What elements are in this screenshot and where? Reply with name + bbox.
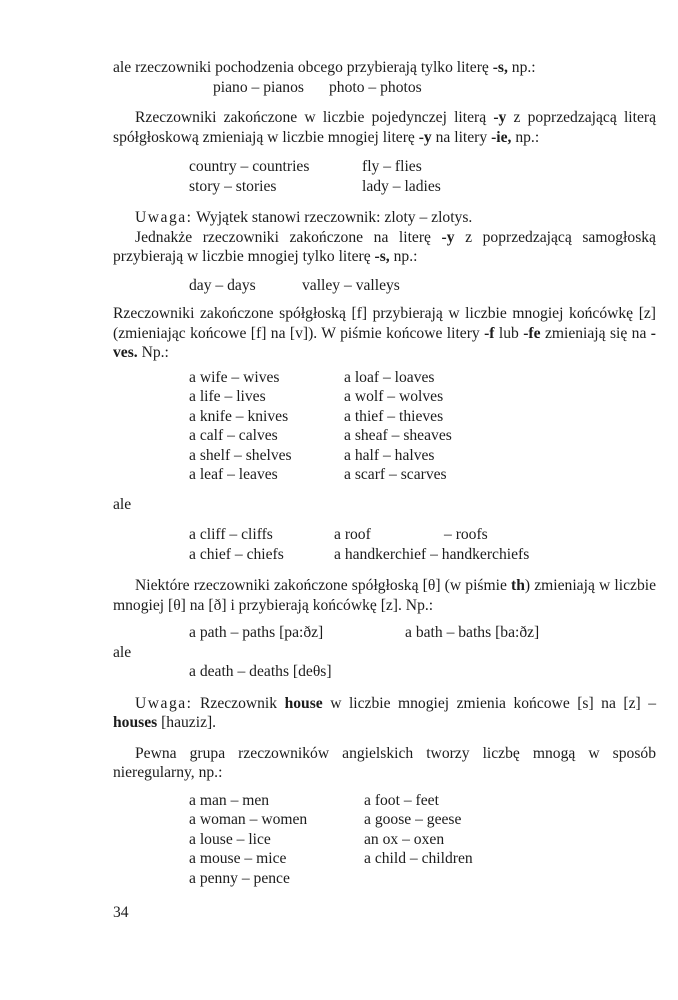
example-item: a woman – women	[189, 811, 308, 828]
example-item: a bath – baths [ba:ðz]	[405, 624, 540, 641]
example-row	[189, 78, 656, 98]
example-item: a goose – geese	[364, 811, 462, 828]
paragraph-vowel-y: Jednakże rzeczowniki zakończone na literę -y z poprzedzającą samogłoską przybierają w liczbie mnogiej tylko literę -s, np.:	[113, 228, 656, 265]
example-row	[189, 849, 656, 869]
example-item: a man – men	[189, 791, 270, 809]
example-item: – roofs	[444, 526, 488, 543]
example-item: a foot – feet	[364, 791, 439, 809]
example-list	[189, 623, 656, 643]
example-item: a shelf – shelves	[189, 446, 292, 464]
example-row	[189, 276, 656, 296]
example-item: photo – photos	[329, 78, 422, 96]
example-item: a handkerchief – handkerchiefs	[334, 545, 530, 563]
example-row	[189, 157, 656, 177]
example-row	[189, 368, 656, 388]
example-item: a death – deaths [deθs]	[189, 663, 332, 680]
example-list	[189, 525, 656, 564]
example-row	[189, 869, 656, 889]
note-exception: Uwaga: Wyjątek stanowi rzeczownik: zloty – zlotys.	[135, 209, 473, 226]
example-item: valley – valleys	[302, 276, 400, 294]
example-item: a penny – pence	[189, 869, 290, 887]
example-row	[189, 446, 656, 466]
example-row	[189, 525, 656, 545]
example-item: a life – lives	[189, 388, 266, 405]
paragraph-th-ending: Niektóre rzeczowniki zakończone spółgłoską [θ] (w piśmie th) zmieniają w liczbie mnogiej [θ] na [ð] i przybierają końcówkę [z]. Np.:	[113, 577, 656, 614]
paragraph-f-ending: Rzeczowniki zakończone spółgłoską [f] przybierają w liczbie mnogiej końcówkę [z] (zmieniając końcowe [f] na [v]). W piśmie końcowe litery -f lub -fe zmieniają się na -ves. Np.:	[113, 305, 656, 361]
example-item: a sheaf – sheaves	[344, 427, 452, 444]
example-item: a half – halves	[344, 446, 435, 464]
example-row	[189, 177, 656, 197]
example-item: a wolf – wolves	[344, 388, 444, 405]
note-house: Uwaga: Rzeczownik house w liczbie mnogiej zmienia końcowe [s] na [z] – houses [hauziz].	[113, 694, 656, 731]
example-row	[189, 426, 656, 446]
example-item: a wife – wives	[189, 368, 280, 386]
example-row	[189, 387, 656, 407]
example-item: a loaf – loaves	[344, 368, 435, 386]
example-list	[189, 157, 656, 196]
example-item: day – days	[189, 276, 256, 294]
paragraph-foreign-nouns: ale rzeczowniki pochodzenia obcego przybierają tylko literę -s, np.:	[113, 59, 536, 76]
example-row	[189, 662, 656, 682]
example-item: piano – pianos	[213, 78, 304, 96]
example-item: a scarf – scarves	[344, 466, 447, 483]
example-list	[189, 78, 656, 98]
example-list	[189, 368, 656, 485]
example-item: fly – flies	[362, 158, 422, 175]
page-number: 34	[113, 904, 129, 921]
example-item: country – countries	[189, 158, 310, 175]
word-ale: ale	[113, 643, 132, 661]
example-item: a mouse – mice	[189, 850, 287, 867]
example-list	[189, 276, 656, 296]
example-item: lady – ladies	[362, 177, 441, 195]
example-item: an ox – oxen	[364, 830, 445, 848]
example-row	[189, 623, 656, 643]
example-item: a thief – thieves	[344, 407, 444, 425]
example-row	[189, 407, 656, 427]
example-row	[189, 545, 656, 565]
page-content	[113, 58, 656, 888]
example-item: story – stories	[189, 177, 277, 195]
example-row	[189, 830, 656, 850]
paragraph-irregular: Pewna grupa rzeczowników angielskich tworzy liczbę mnogą w sposób nieregularny, np.:	[113, 744, 656, 781]
example-item: a leaf – leaves	[189, 466, 278, 483]
example-row	[189, 791, 656, 811]
example-row	[189, 465, 656, 485]
example-item: a louse – lice	[189, 830, 271, 848]
example-row	[189, 810, 656, 830]
example-list	[189, 662, 656, 682]
example-item: a chief – chiefs	[189, 545, 284, 563]
example-item: a roof	[334, 526, 371, 543]
example-list	[189, 791, 656, 889]
word-ale: ale	[113, 495, 132, 513]
example-item: a knife – knives	[189, 407, 289, 425]
example-item: a child – children	[364, 850, 473, 867]
example-item: a calf – calves	[189, 427, 278, 444]
paragraph-y-ending: Rzeczowniki zakończone w liczbie pojedynczej literą -y z poprzedzającą literą spółgłoskową zmieniają w liczbie mnogiej literę -y na litery -ie, np.:	[113, 109, 656, 146]
example-item: a cliff – cliffs	[189, 526, 273, 543]
example-item: a path – paths [pa:ðz]	[189, 624, 324, 641]
